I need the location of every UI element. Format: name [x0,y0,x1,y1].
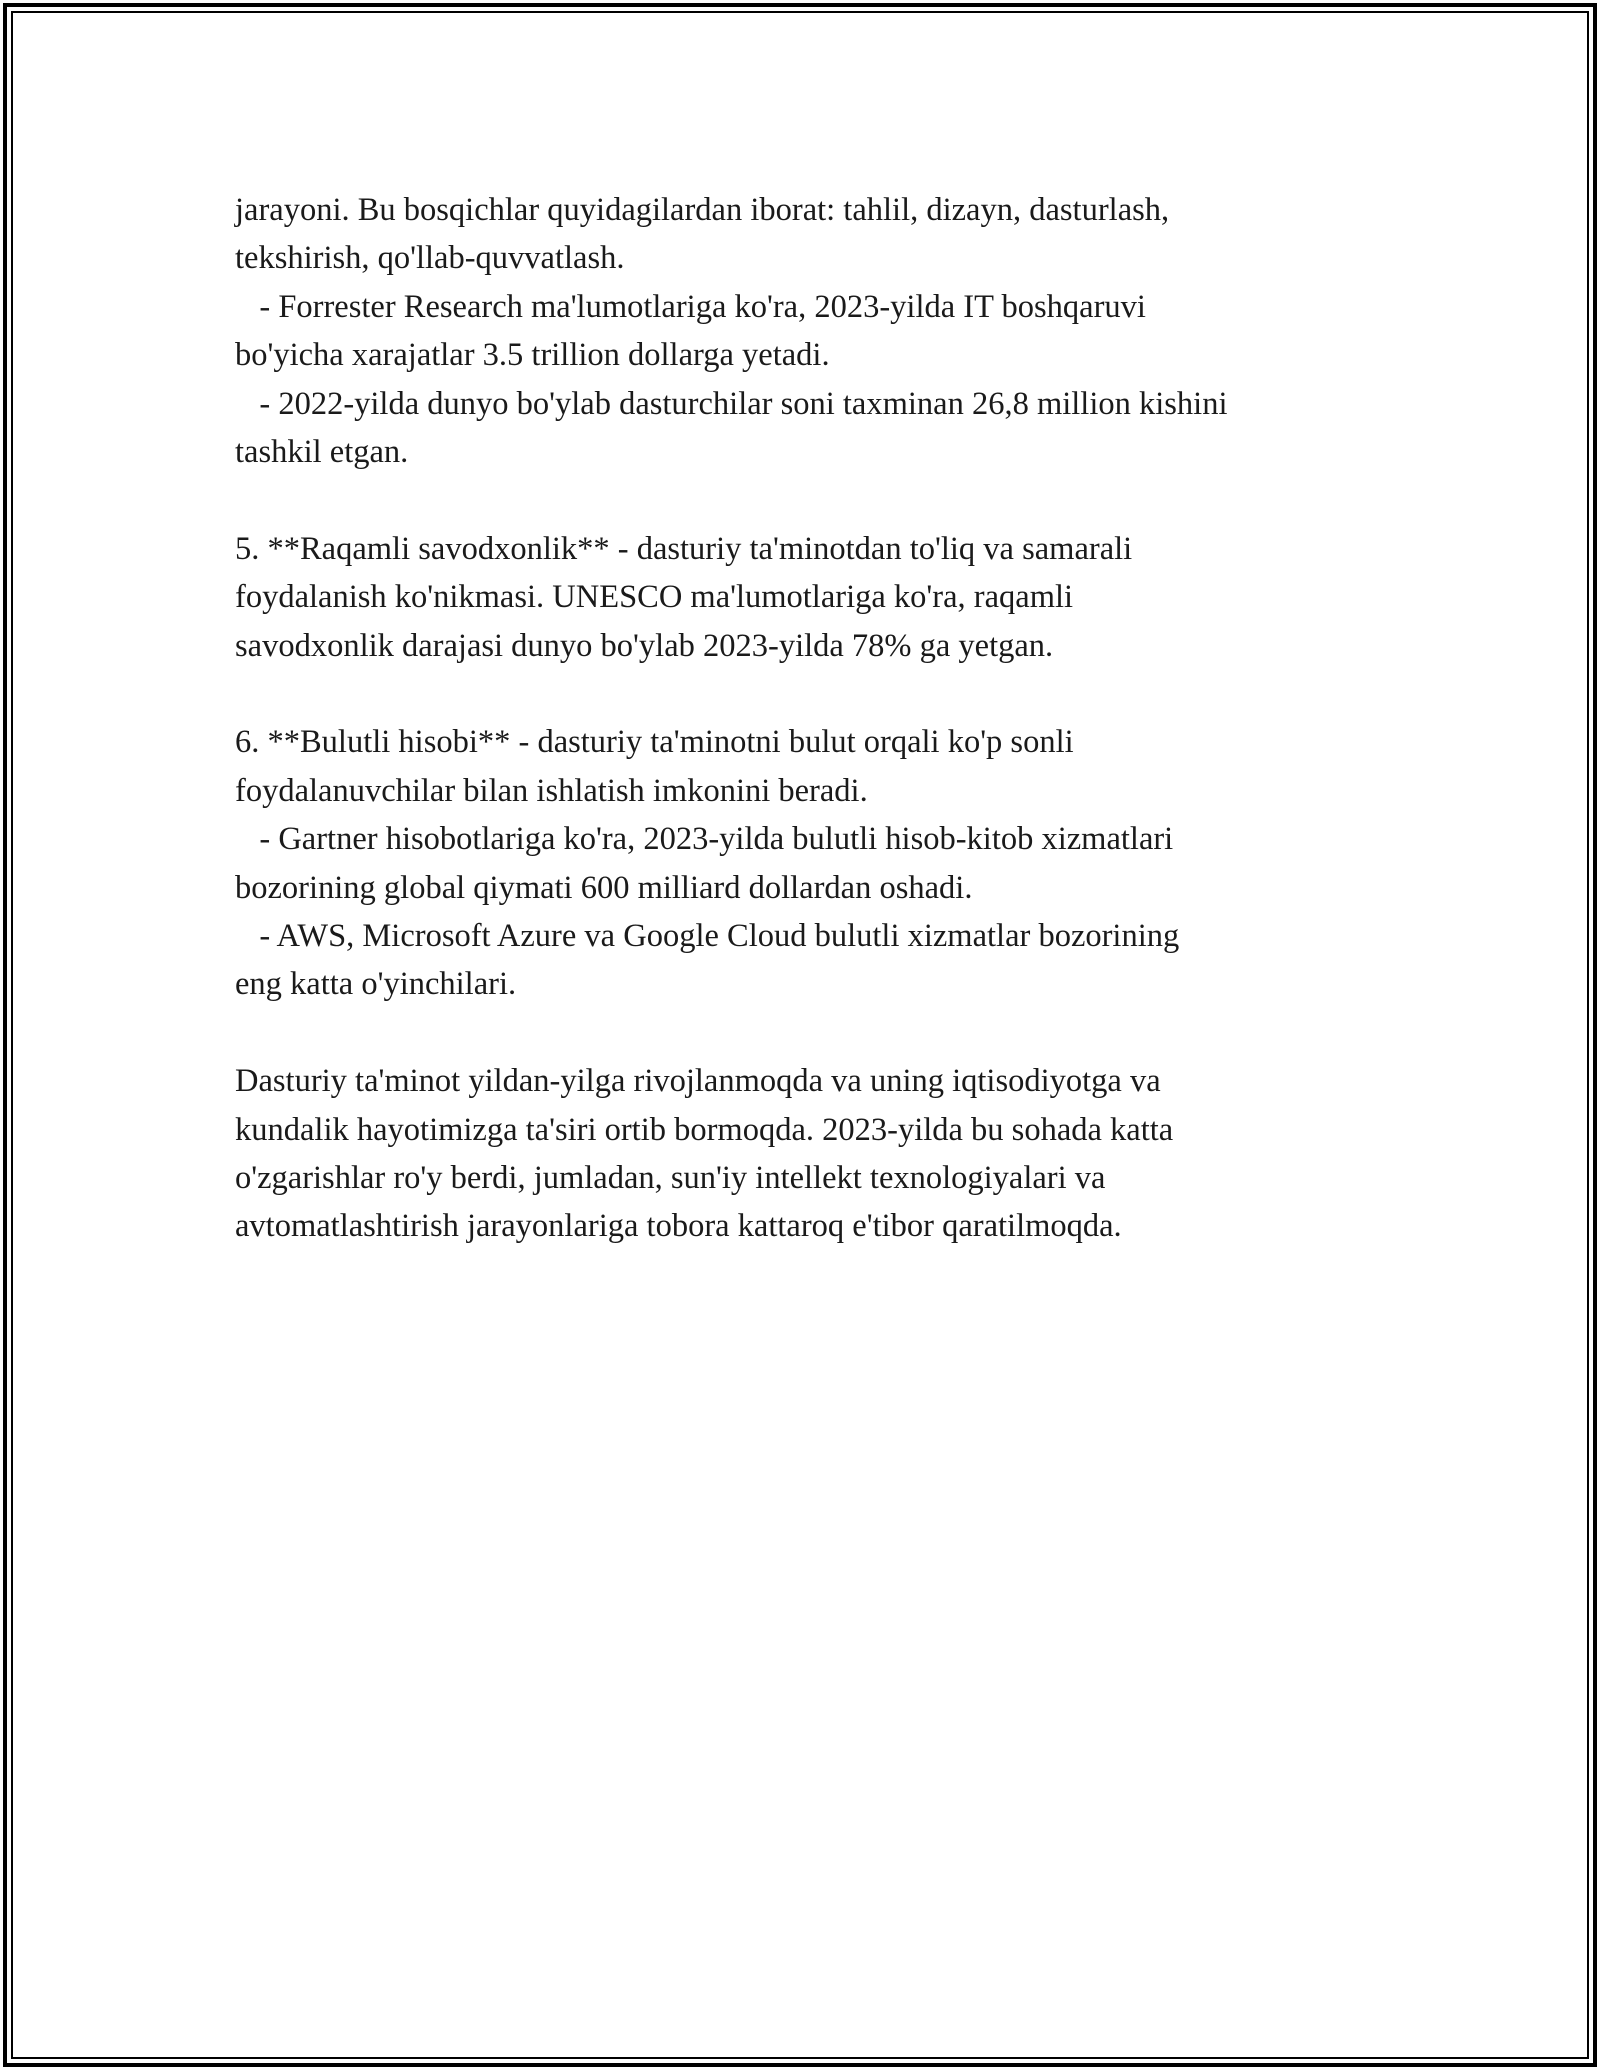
text-line: tekshirish, qo'llab-quvvatlash. [235,240,625,277]
text-line: bozorining global qiymati 600 milliard dollardan oshadi. [235,869,973,906]
text-line: - Gartner hisobotlariga ko'ra, 2023-yilda bulutli hisob-kitob xizmatlari [235,821,1174,858]
text-line: tashkil etgan. [235,434,409,471]
text-line: 5. **Raqamli savodxonlik** - dasturiy ta'minotdan to'liq va samarali [235,530,1133,567]
text-line: - 2022-yilda dunyo bo'ylab dasturchilar soni taxminan 26,8 million kishini [235,385,1228,422]
text-line: - AWS, Microsoft Azure va Google Cloud bulutli xizmatlar bozorining [235,918,1180,955]
text-line: foydalanish ko'nikmasi. UNESCO ma'lumotlariga ko'ra, raqamli [235,579,1074,616]
text-line: foydalanuvchilar bilan ishlatish imkonini beradi. [235,772,868,809]
text-line: avtomatlashtirish jarayonlariga tobora kattaroq e'tibor qaratilmoqda. [235,1208,1122,1245]
document-body [235,186,1365,1251]
text-line: savodxonlik darajasi dunyo bo'ylab 2023-yilda 78% ga yetgan. [235,627,1054,664]
text-line: jarayoni. Bu bosqichlar quyidagilardan iborat: tahlil, dizayn, dasturlash, [235,192,1170,228]
paragraph-digital-literacy [235,525,1365,670]
text-line: 6. **Bulutli hisobi** - dasturiy ta'minotni bulut orqali ko'p sonli [235,724,1074,761]
text-line: - Forrester Research ma'lumotlariga ko'ra, 2023-yilda IT boshqaruvi [235,288,1146,325]
text-line: eng katta o'yinchilari. [235,966,517,1003]
text-line: kundalik hayotimizga ta'siri ortib bormoqda. 2023-yilda bu sohada katta [235,1111,1174,1148]
paragraph-intro-continuation [235,186,1365,476]
text-line: bo'yicha xarajatlar 3.5 trillion dollarga yetadi. [235,337,830,374]
paragraph-conclusion [235,1057,1365,1251]
text-line: o'zgarishlar ro'y berdi, jumladan, sun'iy intellekt texnologiyalari va [235,1160,1106,1197]
paragraph-cloud-computing [235,718,1365,1008]
text-line: Dasturiy ta'minot yildan-yilga rivojlanmoqda va uning iqtisodiyotga va [235,1063,1161,1100]
